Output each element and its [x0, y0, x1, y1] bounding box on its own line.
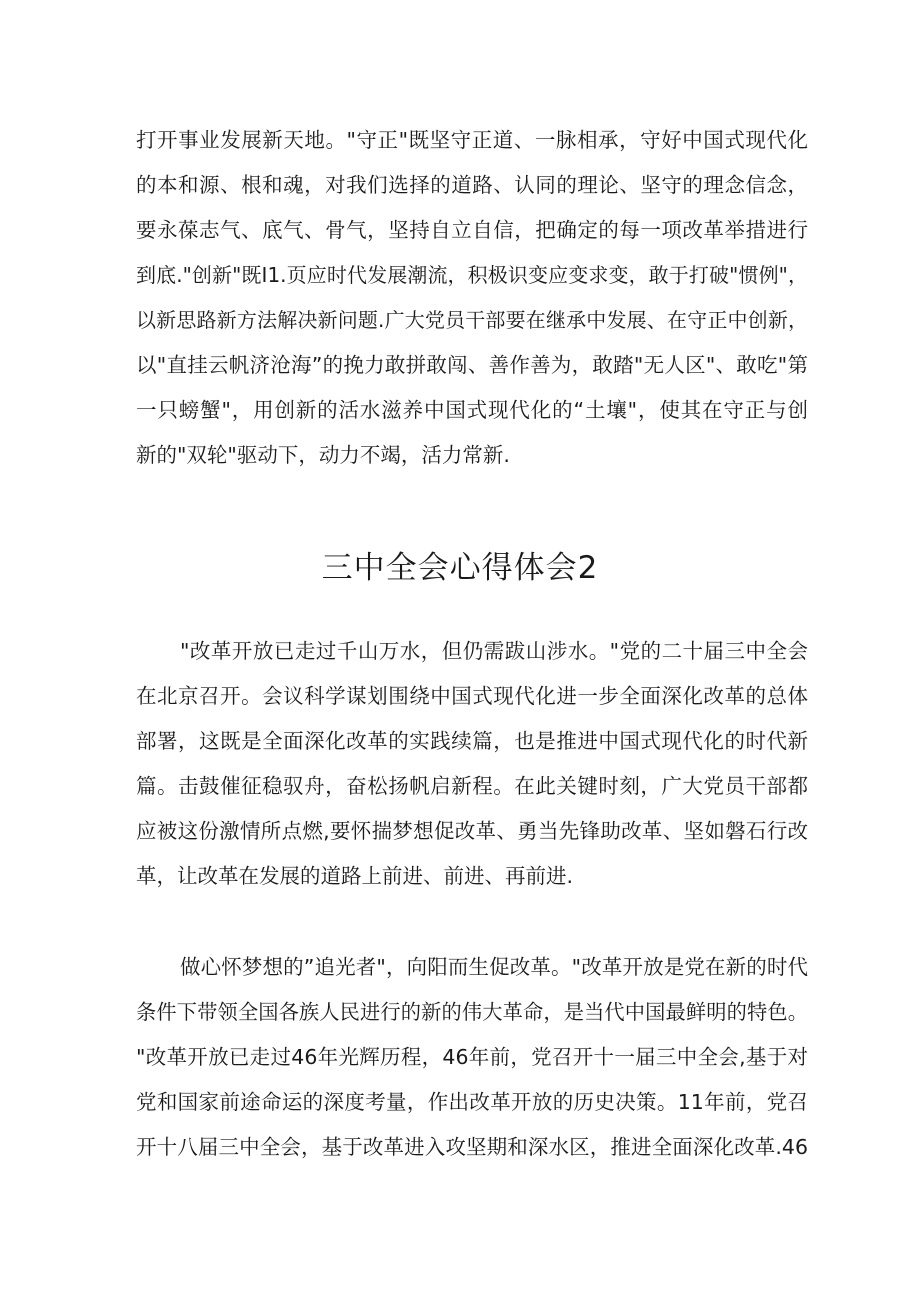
text-line: 条件下带领全国各族人民进行的新的伟大革命，是当代中国最鲜明的特色。	[136, 1000, 808, 1024]
text-line: 做心怀梦想的”追光者"，向阳而生促改革。"改革开放是党在新的时代	[180, 955, 808, 979]
text-line: 的本和源、根和魂，对我们选择的道路、认同的理论、坚守的理念信念，	[136, 173, 808, 197]
text-line: 应被这份激情所点燃,要怀揣梦想促改革、勇当先锋助改革、坚如磐石行改	[136, 819, 808, 843]
text-line: 以新思路新方法解决新问题.广大党员干部要在继承中发展、在守正中创新，	[136, 308, 808, 332]
text-line: 到底."创新"既I1.页应时代发展潮流，积极识变应变求变，敢于打破"惯例"，	[136, 263, 808, 287]
paragraph-3	[136, 945, 808, 1170]
text-line: 篇。击鼓催征稳驭舟，奋松扬帆启新程。在此关键时刻，广大党员干部都	[136, 774, 808, 798]
text-line: "改革开放已走过46年光辉历程，46年前，党召开十一届三中全会,基于对	[136, 1045, 808, 1069]
text-line: "改革开放已走过千山万水，但仍需跋山涉水。"党的二十届三中全会	[180, 639, 808, 663]
text-line: 打开事业发展新天地。"守正"既坚守正道、一脉相承，守好中国式现代化	[136, 128, 808, 152]
text-line: 党和国家前途命运的深度考量，作出改革开放的历史决策。11年前，党召	[136, 1090, 808, 1114]
paragraph-1	[136, 118, 808, 478]
paragraph-2	[136, 629, 808, 899]
text-line: 革，让改革在发展的道路上前进、前进、再前进.	[136, 864, 574, 888]
text-line: 要永葆志气、底气、骨气，坚持自立自信，把确定的每一项改革举措进行	[136, 218, 808, 242]
text-line: 一只螃蟹"，用创新的活水滋养中国式现代化的“土壤"，使其在守正与创	[136, 398, 808, 422]
text-line: 在北京召开。会议科学谋划围绕中国式现代化进一步全面深化改革的总体	[136, 684, 808, 708]
text-line: 开十八届三中全会，基于改革进入攻坚期和深水区，推进全面深化改革.46	[136, 1135, 808, 1159]
section-title: 三中全会心得体会2	[321, 550, 599, 586]
text-line: 以"直挂云帆济沧海”的挽力敢拼敢闯、善作善为，敢踏"无人区"、敢吃"第	[136, 353, 808, 377]
text-line: 新的"双轮"驱动下，动力不竭，活力常新.	[136, 443, 510, 467]
text-line: 部署，这既是全面深化改革的实践续篇，也是推进中国式现代化的时代新	[136, 729, 808, 753]
